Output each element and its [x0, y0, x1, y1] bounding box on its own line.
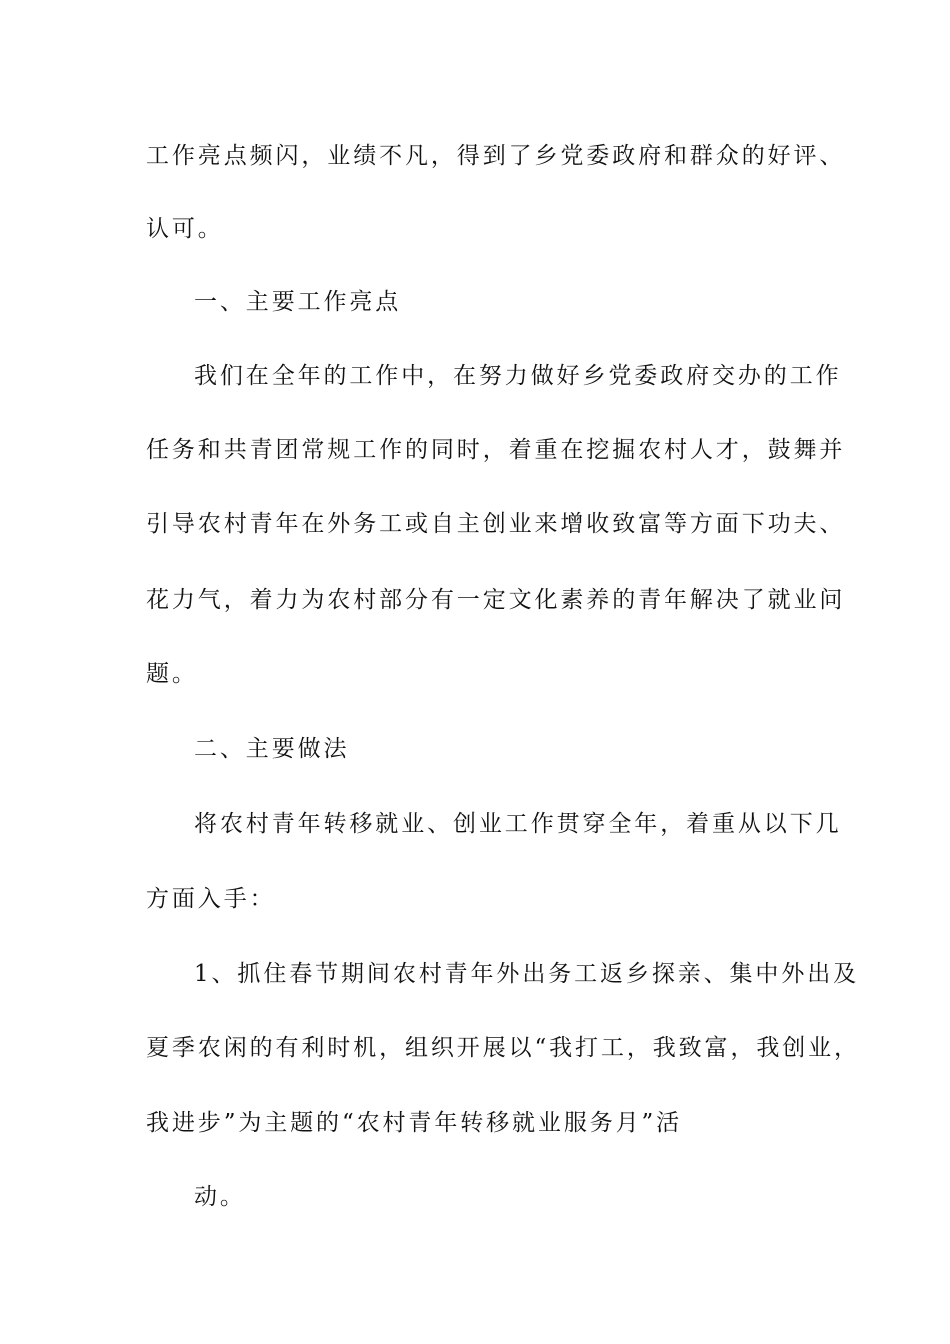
paragraph-line: 题。 [146, 661, 198, 687]
paragraph-line: 动。 [194, 1184, 246, 1210]
paragraph-line: 1、抓住春节期间农村青年外出务工返乡探亲、集中外出及 [194, 961, 860, 987]
paragraph-line: 任务和共青团常规工作的同时，着重在挖掘农村人才，鼓舞并 [146, 437, 846, 463]
paragraph-line: 认可。 [146, 216, 224, 242]
paragraph-line: 我们在全年的工作中，在努力做好乡党委政府交办的工作 [194, 363, 842, 389]
paragraph-line: 将农村青年转移就业、创业工作贯穿全年，着重从以下几 [194, 811, 842, 837]
paragraph-line: 夏季农闲的有利时机，组织开展以“我打工，我致富，我创业， [146, 1035, 860, 1061]
paragraph-line: 花力气，着力为农村部分有一定文化素养的青年解决了就业问 [146, 587, 846, 613]
paragraph-line: 工作亮点频闪，业绩不凡，得到了乡党委政府和群众的好评、 [146, 143, 846, 169]
section-heading: 二、主要做法 [194, 736, 350, 762]
paragraph-line: 引导农村青年在外务工或自主创业来增收致富等方面下功夫、 [146, 511, 846, 537]
section-heading: 一、主要工作亮点 [194, 289, 402, 315]
paragraph-line: 方面入手： [146, 886, 276, 912]
paragraph-line: 我进步”为主题的“农村青年转移就业服务月”活 [146, 1110, 683, 1136]
